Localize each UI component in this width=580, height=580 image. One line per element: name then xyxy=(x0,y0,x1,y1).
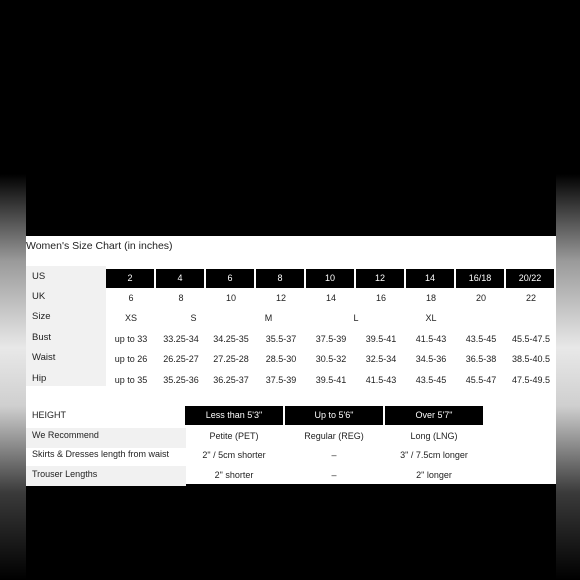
height-recommend-cell: Long (LNG) xyxy=(410,431,458,441)
uk-cell: 10 xyxy=(225,293,236,303)
waist-cell: 32.5-34 xyxy=(365,354,397,364)
us-size-header: 20/22 xyxy=(506,269,554,288)
bust-cell: 35.5-37 xyxy=(265,334,297,344)
waist-cell: 28.5-30 xyxy=(265,354,297,364)
waist-cell: up to 26 xyxy=(114,354,148,364)
row-label: UK xyxy=(32,291,46,302)
label-column-band xyxy=(26,266,106,386)
height-header: Less than 5'3" xyxy=(185,406,283,425)
waist-cell: 27.25-28 xyxy=(213,354,249,364)
hip-cell: 35.25-36 xyxy=(163,375,199,385)
height-recommend-cell: Petite (PET) xyxy=(209,431,259,441)
hip-cell: 45.5-47 xyxy=(465,375,497,385)
bust-cell: 43.5-45 xyxy=(465,334,497,344)
size-group-cell: XS xyxy=(124,313,137,323)
bust-cell: up to 33 xyxy=(114,334,148,344)
size-group-cell: L xyxy=(353,313,359,323)
right-edge-gradient xyxy=(556,0,580,580)
uk-cell: 22 xyxy=(525,293,536,303)
height-header: Up to 5'6" xyxy=(285,406,383,425)
us-size-header: 10 xyxy=(306,269,354,288)
waist-cell: 30.5-32 xyxy=(315,354,347,364)
waist-cell: 38.5-40.5 xyxy=(511,354,551,364)
height-row-label: Skirts & Dresses length from waist xyxy=(32,449,170,459)
uk-cell: 14 xyxy=(325,293,336,303)
hip-cell: 43.5-45 xyxy=(415,375,447,385)
height-skirts-cell: 3" / 7.5cm longer xyxy=(400,450,468,460)
row-label: Waist xyxy=(32,352,56,363)
bust-cell: 37.5-39 xyxy=(315,334,347,344)
us-size-header: 14 xyxy=(406,269,454,288)
hip-cell: 36.25-37 xyxy=(213,375,249,385)
height-recommend-cell: Regular (REG) xyxy=(304,431,364,441)
uk-cell: 12 xyxy=(275,293,286,303)
uk-cell: 8 xyxy=(178,293,184,303)
bust-cell: 41.5-43 xyxy=(415,334,447,344)
waist-cell: 34.5-36 xyxy=(415,354,447,364)
left-edge-gradient xyxy=(0,0,26,580)
bust-cell: 34.25-35 xyxy=(213,334,249,344)
uk-cell: 16 xyxy=(375,293,386,303)
row-label: Hip xyxy=(32,373,47,384)
us-size-header: 8 xyxy=(256,269,304,288)
height-trousers-cell: – xyxy=(331,470,337,480)
height-trousers-cell: 2" shorter xyxy=(214,470,254,480)
height-trousers-cell: 2" longer xyxy=(416,470,452,480)
us-size-header: 6 xyxy=(206,269,254,288)
us-size-header: 12 xyxy=(356,269,404,288)
bust-cell: 39.5-41 xyxy=(365,334,397,344)
us-size-header: 2 xyxy=(106,269,154,288)
waist-cell: 36.5-38 xyxy=(465,354,497,364)
uk-cell: 20 xyxy=(475,293,486,303)
waist-cell: 26.25-27 xyxy=(163,354,199,364)
chart-title: Women's Size Chart (in inches) xyxy=(26,240,173,252)
row-label: Bust xyxy=(32,332,52,343)
size-group-cell: XL xyxy=(425,313,437,323)
hip-cell: 39.5-41 xyxy=(315,375,347,385)
height-header: Over 5'7" xyxy=(385,406,483,425)
height-row-label: HEIGHT xyxy=(32,410,67,420)
uk-cell: 18 xyxy=(425,293,436,303)
hip-cell: up to 35 xyxy=(114,375,148,385)
height-skirts-cell: – xyxy=(331,450,337,460)
uk-cell: 6 xyxy=(128,293,134,303)
height-row-label: We Recommend xyxy=(32,430,99,440)
us-size-header: 4 xyxy=(156,269,204,288)
row-label: Size xyxy=(32,311,51,322)
height-skirts-cell: 2" / 5cm shorter xyxy=(202,450,266,460)
size-group-cell: M xyxy=(264,313,273,323)
hip-cell: 47.5-49.5 xyxy=(511,375,551,385)
size-chart-sheet xyxy=(26,236,556,484)
bust-cell: 45.5-47.5 xyxy=(511,334,551,344)
us-size-header: 16/18 xyxy=(456,269,504,288)
row-label: US xyxy=(32,271,46,282)
size-group-cell: S xyxy=(190,313,197,323)
bust-cell: 33.25-34 xyxy=(163,334,199,344)
height-row-label: Trouser Lengths xyxy=(32,469,98,479)
hip-cell: 37.5-39 xyxy=(265,375,297,385)
hip-cell: 41.5-43 xyxy=(365,375,397,385)
